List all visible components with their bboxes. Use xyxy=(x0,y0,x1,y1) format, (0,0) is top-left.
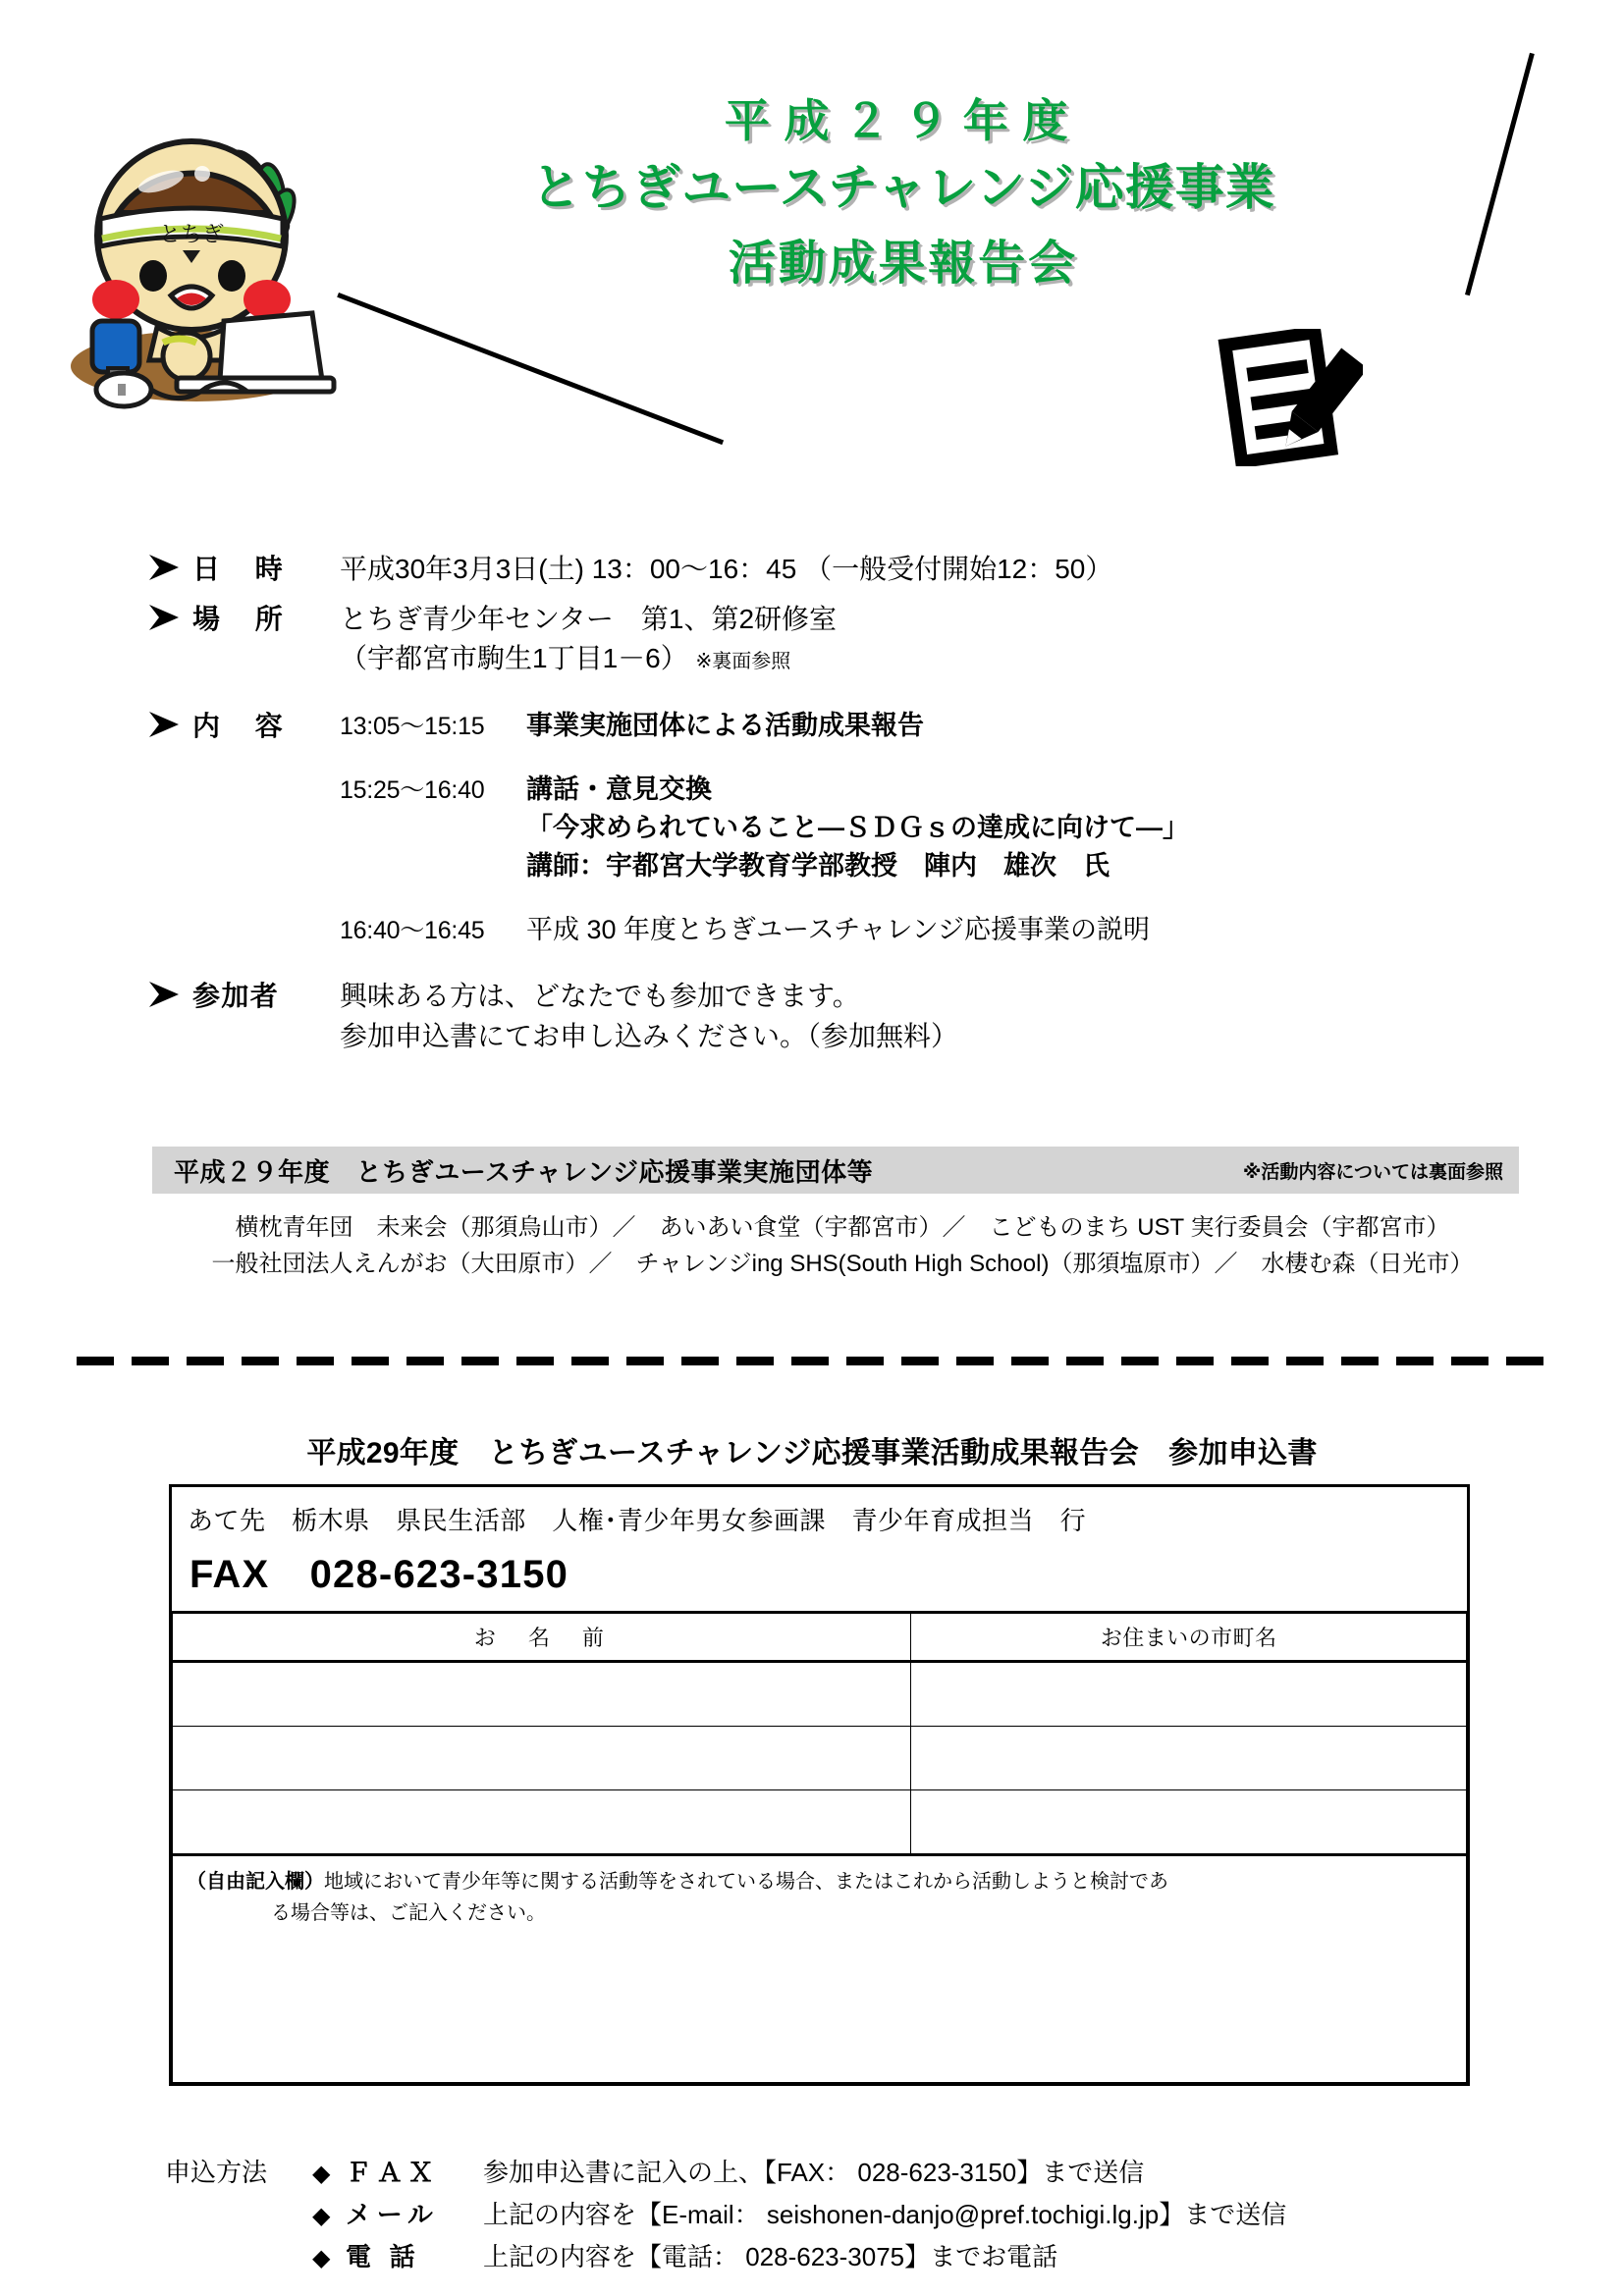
method-row-mail xyxy=(165,2194,1540,2236)
table-header-row xyxy=(173,1613,1467,1662)
title-subtitle: 活動成果報告会 xyxy=(728,236,1079,291)
free-text-row[interactable] xyxy=(173,1855,1467,2083)
info-label-participants: 参加者 xyxy=(192,981,280,1012)
method-text-phone: 上記の内容を【電話： 028-623-3075】までお電話 xyxy=(483,2241,1058,2271)
info-label-content: 内 容 xyxy=(192,710,297,741)
table-row xyxy=(173,1662,1467,1727)
method-row-phone xyxy=(165,2236,1540,2278)
form-addressee: あて先 栃木県 県民生活部 人権･青少年男女参画課 青少年育成担当 行 xyxy=(188,1506,1087,1535)
method-text-mail: 上記の内容を【E-mail： seishonen-danjo@pref.tochigi.lg.jp】まで送信 xyxy=(483,2199,1287,2229)
datetime-text: 平成30年3月3日(土) 13：00〜16：45 （一般受付開始12：50） xyxy=(340,554,1113,584)
method-kind-fax: ＦＡＸ xyxy=(346,2158,440,2187)
banner-note: ※活動内容については裏面参照 xyxy=(1242,1161,1503,1183)
arrow-bullet-icon xyxy=(147,977,192,1008)
content-item xyxy=(340,707,1551,745)
decorative-diagonal-line-right xyxy=(1465,53,1535,296)
mascot-illustration xyxy=(59,103,344,417)
info-row-datetime xyxy=(147,550,1551,590)
content-text: 講話・意見交換 xyxy=(526,774,712,804)
mascot-headband-text: とちぎ xyxy=(158,223,225,247)
content-time: 13:05〜15:15 xyxy=(340,712,485,740)
diamond-bullet-icon: ◆ xyxy=(312,2202,331,2229)
content-item xyxy=(340,771,1551,809)
name-input-cell[interactable] xyxy=(173,1662,911,1727)
info-label-datetime: 日 時 xyxy=(192,554,297,584)
info-row-place xyxy=(147,600,1551,679)
method-kind-phone: 電 話 xyxy=(346,2241,421,2271)
participants-line1: 興味ある方は、どなたでも参加できます。 xyxy=(340,981,860,1012)
diamond-bullet-icon: ◆ xyxy=(312,2244,331,2271)
info-row-content xyxy=(147,707,1551,950)
application-form xyxy=(169,1484,1470,2086)
content-time: 16:40〜16:45 xyxy=(340,917,485,945)
info-value-place xyxy=(340,600,1551,679)
application-methods xyxy=(165,2152,1540,2278)
city-input-cell[interactable] xyxy=(911,1662,1467,1727)
info-value-participants xyxy=(340,977,1551,1056)
name-input-cell[interactable] xyxy=(173,1727,911,1790)
table-row xyxy=(173,1790,1467,1855)
info-row-participants xyxy=(147,977,1551,1056)
method-text-fax: 参加申込書に記入の上、【FAX： 028-623-3150】まで送信 xyxy=(483,2158,1145,2187)
organizations-line-2: 一般社団法人えんがお（大田原市）／ チャレンジing SHS(South High School)（那須塩原市）／ 水棲む森（日光市） xyxy=(211,1251,1474,1278)
title-year: 平成２９年度 xyxy=(724,94,1083,147)
banner-title: 平成２９年度 とちぎユースチャレンジ応援事業実施団体等 xyxy=(174,1156,874,1187)
title-main: とちぎユースチャレンジ応援事業 xyxy=(531,158,1275,216)
content-lecture-title: 「今求められていること―ＳＤＧｓの達成に向けて―」 xyxy=(526,813,1189,843)
organizations-banner xyxy=(152,1147,1519,1194)
table-row xyxy=(173,1727,1467,1790)
place-line1: とちぎ青少年センター 第1、第2研修室 xyxy=(340,603,838,634)
free-text-cell[interactable] xyxy=(173,1855,1467,2083)
form-fax-number: FAX 028-623-3150 xyxy=(189,1553,569,1596)
place-line2: （宇都宮市駒生1丁目1－6） xyxy=(340,643,688,674)
methods-label: 申込方法 xyxy=(165,2158,268,2187)
place-line2-wrap xyxy=(340,639,1551,679)
arrow-bullet-icon xyxy=(147,550,192,581)
content-text: 事業実施団体による活動成果報告 xyxy=(526,710,924,740)
content-lecturer: 講師：宇都宮大学教育学部教授 陣内 雄次 氏 xyxy=(526,851,1110,881)
diamond-bullet-icon: ◆ xyxy=(312,2161,331,2187)
city-input-cell[interactable] xyxy=(911,1727,1467,1790)
place-note: ※裏面参照 xyxy=(695,651,791,673)
document-pencil-icon xyxy=(1216,329,1363,466)
info-label-place: 場 所 xyxy=(192,603,297,634)
organizations-list xyxy=(145,1209,1540,1282)
method-kind-mail: メール xyxy=(346,2199,439,2229)
organizations-line-1: 横枕青年団 未来会（那須烏山市）／ あいあい食堂（宇都宮市）／ こどものまち UST 実行委員会（宇都宮市） xyxy=(235,1214,1450,1241)
free-text-tag: （自由記入欄） xyxy=(187,1871,324,1893)
free-text-body1: 地域において青少年等に関する活動等をされている場合、またはこれから活動しようと検討であ xyxy=(324,1871,1168,1893)
participants-line2: 参加申込書にてお申し込みください。（参加無料） xyxy=(340,1021,959,1052)
flyer-title-block xyxy=(412,93,1394,301)
content-item xyxy=(340,911,1551,949)
info-value-content xyxy=(340,707,1551,950)
event-info-list xyxy=(147,550,1551,1067)
free-text-line2: る場合等は、ご記入ください。 xyxy=(271,1902,546,1924)
column-header-city: お住まいの市町名 xyxy=(911,1613,1467,1662)
city-input-cell[interactable] xyxy=(911,1790,1467,1855)
content-text: 平成 30 年度とちぎユースチャレンジ応援事業の説明 xyxy=(526,915,1150,945)
free-text-line1 xyxy=(187,1866,1452,1897)
arrow-bullet-icon xyxy=(147,600,192,631)
content-time: 15:25〜16:40 xyxy=(340,775,485,804)
name-input-cell[interactable] xyxy=(173,1790,911,1855)
column-header-name: お 名 前 xyxy=(173,1613,911,1662)
method-row-fax xyxy=(165,2152,1540,2194)
form-title: 平成29年度 とちぎユースチャレンジ応援事業活動成果報告会 参加申込書 xyxy=(306,1437,1318,1469)
info-value-datetime xyxy=(340,550,1551,590)
arrow-bullet-icon xyxy=(147,707,192,738)
decorative-diagonal-line-left xyxy=(337,293,724,445)
dashed-cut-line xyxy=(77,1357,1549,1365)
applicant-table xyxy=(172,1611,1467,2083)
